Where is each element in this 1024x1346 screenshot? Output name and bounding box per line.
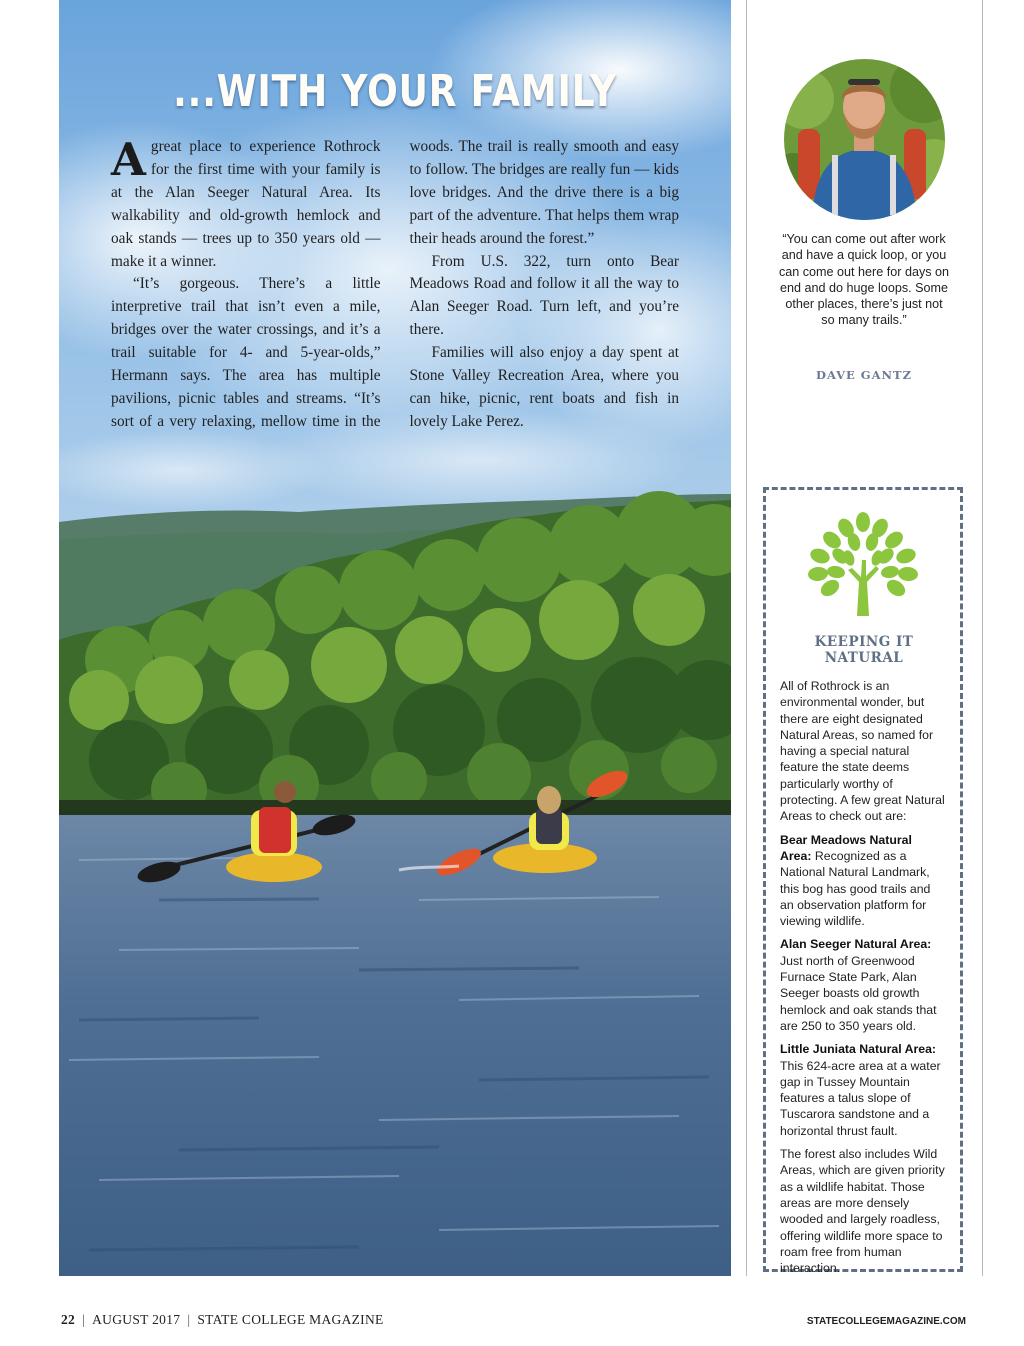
natural-area-item [780, 832, 946, 930]
sidebar-outro: The forest also includes Wild Areas, which are given priority as a wildlife habitat. Those areas are more densely wooded and largely roadless, offering wildlife more space to roam free from human interaction. [780, 1147, 945, 1276]
sidebar-title-line2: NATURAL [824, 650, 904, 666]
footer-separator: | [82, 1312, 86, 1327]
page-footer-left [61, 1312, 384, 1328]
pull-quote-author: DAVE GANTZ [816, 368, 912, 382]
website-url: STATECOLLEGEMAGAZINE.COM [806, 1316, 966, 1327]
sidebar-title [770, 634, 958, 666]
article-body [111, 133, 679, 434]
issue-date: AUGUST 2017 [92, 1312, 181, 1327]
natural-area-name: Alan Seeger Natural Area: [780, 937, 932, 952]
natural-area-item [780, 1041, 946, 1139]
article-paragraph: Families will also enjoy a day spent at Stone Valley Recreation Area, where you can hike, picnic, rent boats and fish in lovely Lake Perez. [409, 344, 679, 430]
natural-area-name: Little Juniata Natural Area: [780, 1042, 937, 1057]
drop-cap: A [111, 133, 146, 186]
sidebar-intro: All of Rothrock is an environmental wonder, but there are eight designated Natural Areas, so named for having a special natural feature the state deems particularly worthy of protecting. A few great Natural Areas to check out are: [780, 679, 945, 824]
natural-area-desc: Just north of Greenwood Furnace State Park, Alan Seeger boasts old growth hemlock and oak stands that are 250 to 350 years old. [780, 953, 937, 1033]
article-paragraph-text: great place to experience Rothrock for the first time with your family is at the Alan Seeger Natural Area. Its walkability and old-growth hemlock and oak stands — trees up to 350 years old — make it a winner. [111, 138, 381, 270]
publication-name: STATE COLLEGE MAGAZINE [197, 1312, 384, 1327]
sidebar-body [780, 678, 946, 1283]
natural-area-name: Bear Meadows Natural Area: [780, 832, 912, 863]
sidebar-title-line1: KEEPING IT [814, 634, 914, 650]
article-paragraph: “It’s gorgeous. There’s a little interpretive trail that isn’t even a mile, bridges over the water crossings, and it’s a trail suitable for 4- and 5-year-olds,” Hermann says. The area has multiple pavilions, picnic tables and streams. “It’s sort of a very relaxing, mellow time in the woods. The trail is really smooth and easy to follow. The bridges are really fun — kids love bridges. And the drive there is a big part of the adventure. That helps them wrap their heads around the forest.” [111, 138, 679, 430]
article-headline: ...WITH YOUR FAMILY [173, 66, 617, 117]
article-paragraph: From U.S. 322, turn onto Bear Meadows Road and follow it all the way to Alan Seeger Road. Turn left, and you’re there. [409, 252, 679, 339]
article-paragraph [111, 133, 381, 273]
rail-divider-right [982, 0, 983, 1276]
rail-divider-left [746, 0, 747, 1276]
page-number: 22 [61, 1312, 76, 1327]
tree-icon [804, 512, 922, 618]
natural-area-desc: This 624-acre area at a water gap in Tussey Mountain features a talus slope of Tuscarora sandstone and a horizontal thrust fault. [780, 1058, 941, 1138]
natural-area-item [780, 936, 946, 1034]
pull-quote: “You can come out after work and have a quick loop, or you can come out here for days on end and do huge loops. Some other places, there’s just not so many trails.” [778, 232, 950, 328]
dave-gantz-portrait [784, 59, 945, 220]
natural-area-desc: Recognized as a National Natural Landmark, this bog has good trails and an observation platform for viewing wildlife. [780, 848, 931, 929]
footer-separator: | [187, 1312, 191, 1327]
